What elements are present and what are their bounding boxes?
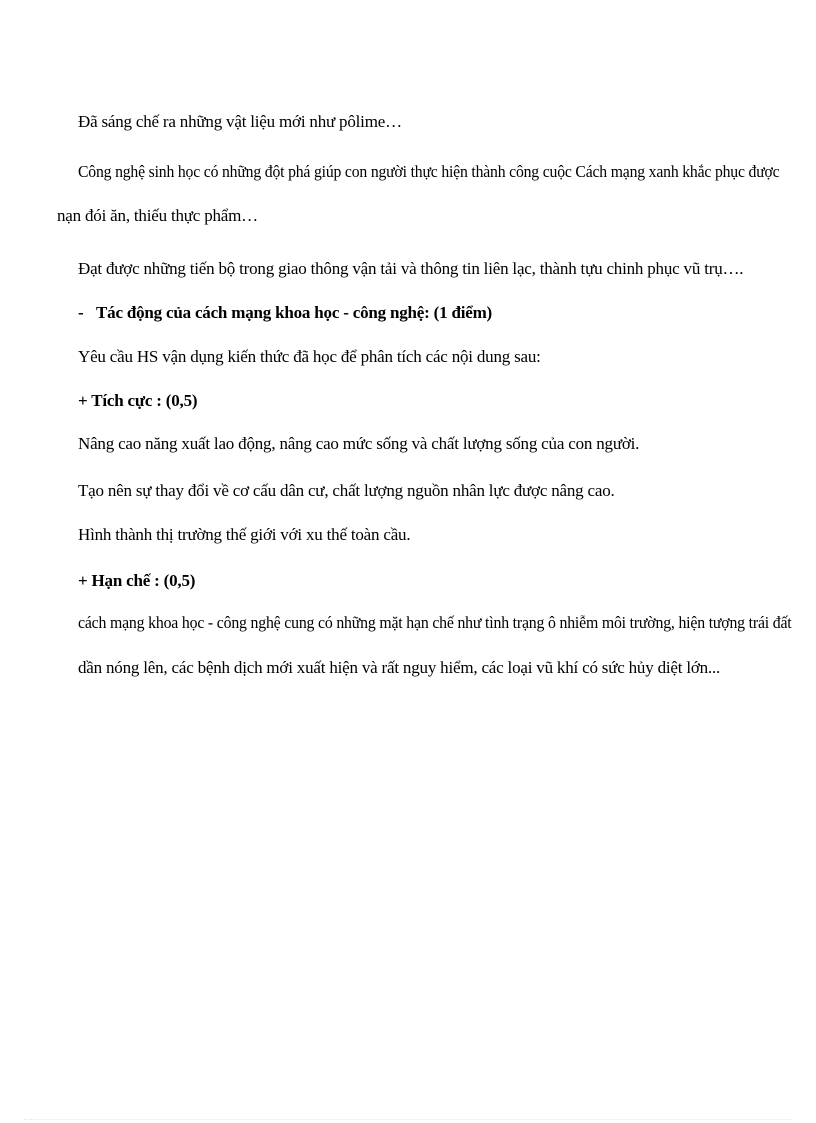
paragraph-biotech-line-1: Công nghệ sinh học có những đột phá giúp con người thực hiện thành công cuộc Cách mạng xanh khắc phục được bbox=[78, 162, 780, 181]
positive-item-3: Hình thành thị trường thế giới với xu thế toàn cầu. bbox=[78, 525, 411, 544]
positive-label: + Tích cực : (0,5) bbox=[78, 391, 198, 410]
requirement-text: Yêu cầu HS vận dụng kiến thức đã học để phân tích các nội dung sau: bbox=[78, 347, 541, 366]
paragraph-new-materials: Đã sáng chế ra những vật liệu mới như pôlime… bbox=[78, 112, 402, 131]
negative-label: + Hạn chế : (0,5) bbox=[78, 571, 196, 590]
paragraph-transport-communication: Đạt được những tiến bộ trong giao thông vận tải và thông tin liên lạc, thành tựu chinh phục vũ trụ…. bbox=[78, 259, 744, 278]
heading-dash-marker: - bbox=[78, 303, 84, 322]
paragraph-biotech-line-2: nạn đói ăn, thiếu thực phẩm… bbox=[57, 206, 258, 225]
page-bottom-rule bbox=[24, 1119, 792, 1120]
negative-line-1: cách mạng khoa học - công nghệ cung có những mặt hạn chế như tình trạng ô nhiễm môi trường, hiện tượng trái đất bbox=[78, 613, 792, 632]
positive-item-2: Tạo nên sự thay đổi về cơ cấu dân cư, chất lượng nguồn nhân lực được nâng cao. bbox=[78, 481, 615, 500]
negative-line-2: dần nóng lên, các bệnh dịch mới xuất hiện và rất nguy hiểm, các loại vũ khí có sức hủy diệt lớn... bbox=[78, 658, 721, 677]
section-heading bbox=[78, 303, 492, 323]
heading-text: Tác động của cách mạng khoa học - công nghệ: (1 điểm) bbox=[96, 303, 492, 322]
positive-item-1: Nâng cao năng xuất lao động, nâng cao mức sống và chất lượng sống của con người. bbox=[78, 434, 640, 453]
